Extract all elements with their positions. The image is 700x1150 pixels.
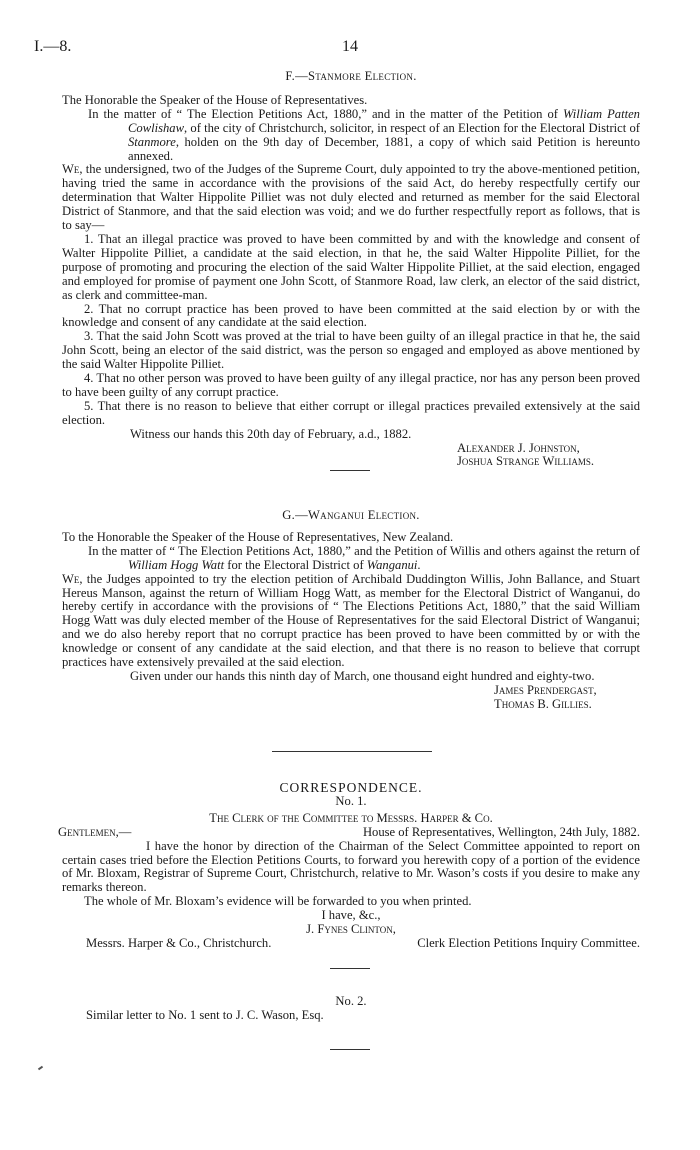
letter-1-heading: The Clerk of the Committee to Messrs. Harper & Co. [209, 810, 493, 825]
finding-3: 3. That the said John Scott was proved at the trial to have been guilty of an illegal practice in that he, the said John Scott, being an elector of the said district, was the person so engaged and employed as above mentioned by the said Walter Hippolite Pilliet. [62, 329, 640, 372]
certification-paragraph: We, the undersigned, two of the Judges of the Supreme Court, duly appointed to try the above-mentioned petition, having tried the same in accordance with the provisions of the said Act, do hereby respectfully certify our determination that Walter Hippolite Pilliet was not duly elected and returned as member for the said Electoral District of Stanmore, and that the said election was void; and we do further respectfully report as follows, that is to say— [62, 162, 640, 233]
letter-1-close: I have, &c., [321, 908, 381, 923]
finding-4: 4. That no other person was proved to have been guilty of any illegal practice, nor has any person been proved to have been guilty of any corrupt practice. [62, 371, 640, 399]
stray-mark [38, 1066, 43, 1071]
signature-2: Thomas B. Gillies. [494, 696, 592, 711]
page-number: 14 [342, 38, 358, 55]
section-stanmore [62, 70, 640, 469]
recipient: Messrs. Harper & Co., Christchurch. [86, 935, 272, 950]
addressee: To the Honorable the Speaker of the House of Representatives, New Zealand. [62, 529, 454, 544]
certification-paragraph: We, the Judges appointed to try the election petition of Archibald Duddington Willis, John Ballance, and Stuart Hereus Manson, against the return of William Hogg Watt, as member for the Electoral District of Wanganui, do hereby certify in accordance with the provisions of “ The Elections Petitions Act, 1880,” that the said William Hogg Watt was duly elected member of the House of Representatives for the said Electoral District of Wanganui; and we do also hereby report that no corrupt practice has been proved to have been committed by or with the knowledge or consent of any candidate at the said election, and that there is no reason to believe that corrupt practices have extensively prevailed at the said election. [62, 571, 640, 670]
section-title: F.—Stanmore Election. [285, 69, 417, 83]
signature-2: Joshua Strange Williams. [457, 454, 595, 469]
letter-1-footer [62, 937, 640, 951]
letter-1-dateline: House of Representatives, Wellington, 24th July, 1882. [362, 824, 640, 839]
divider [330, 470, 370, 471]
finding-5: 5. That there is no reason to believe that either corrupt or illegal practices prevailed extensively at the said election. [62, 398, 640, 427]
letter-1-number: No. 1. [335, 793, 367, 808]
signature-1: James Prendergast, [494, 682, 597, 697]
letter-2-number: No. 2. [335, 994, 367, 1008]
letter-1-body-2: The whole of Mr. Bloxam’s evidence will be forwarded to you when printed. [84, 894, 472, 909]
divider [330, 1049, 370, 1050]
letter-1-body: I have the honor by direction of the Chairman of the Select Committee appointed to report on certain cases tried before the Election Petitions Courts, to forward you herewith copy of a portion of the evidence of Mr. Bloxam, Registrar of Supreme Court, Christchurch, relative to Mr. Wason’s costs if you desire to make any remarks thereon. [62, 838, 640, 895]
signature-1: Alexander J. Johnston, [457, 440, 580, 455]
signatures [62, 684, 640, 712]
divider [330, 968, 370, 969]
salutation: Gentlemen,— [58, 824, 132, 839]
divider [272, 751, 432, 752]
letter-2 [62, 995, 640, 1023]
addressee: The Honorable the Speaker of the House of Representatives. [62, 92, 368, 107]
paper-reference: I.—8. [34, 38, 72, 55]
finding-2: 2. That no corrupt practice has been proved to have been committed at the said election by or with the knowledge and consent of any candidate at the said election. [62, 301, 640, 330]
correspondence-title: CORRESPONDENCE. [279, 780, 423, 795]
letter-2-body: Similar letter to No. 1 sent to J. C. Wason, Esq. [86, 1007, 324, 1022]
matter-paragraph: In the matter of “ The Election Petitions Act, 1880,” and in the matter of the Petition of William Patten Cowlishaw, of the city of Christchurch, solicitor, in respect of an Election for the Electoral District of Stanmore, holden on the 9th day of December, 1881, a copy of which said Petition is hereunto annexed. [88, 106, 640, 163]
section-wanganui [62, 509, 640, 712]
given-line: Given under our hands this ninth day of March, one thousand eight hundred and eighty-two. [130, 668, 595, 683]
letter-1-signatory: J. Fynes Clinton, [306, 922, 396, 937]
matter-paragraph: In the matter of “ The Election Petitions Act, 1880,” and the Petition of Willis and others against the return of William Hogg Watt for the Electoral District of Wanganui. [88, 543, 640, 572]
letter-1-salutation-row [58, 824, 640, 840]
section-title: G.—Wanganui Election. [282, 508, 420, 522]
signatory-title: Clerk Election Petitions Inquiry Committee. [417, 935, 640, 950]
finding-1: 1. That an illegal practice was proved to have been committed by and with the knowledge and consent of Walter Hippolite Pilliet, a candidate at the said election, in that he, the said Walter Hippolite Pilliet, for the purpose of promoting and procuring the election of the said Walter Hippolite Pilliet, at the said election, engaged and employed for promise of payment one John Scott, of Stanmore Road, law clerk, an elector of the said district, as clerk and committee-man. [62, 231, 640, 302]
signatures [62, 442, 640, 470]
section-correspondence [58, 780, 640, 951]
witness-line: Witness our hands this 20th day of February, a.d., 1882. [130, 426, 412, 441]
